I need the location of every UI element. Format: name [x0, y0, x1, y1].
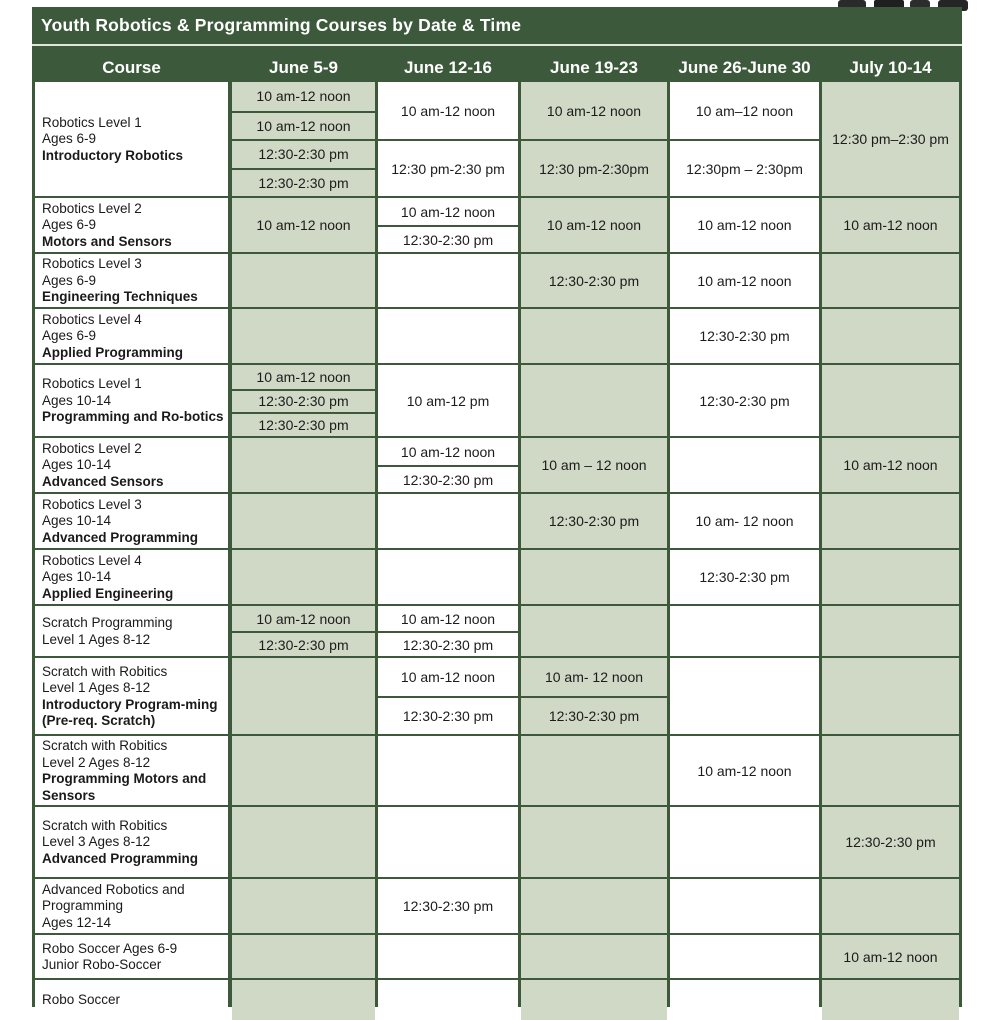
session-cell-june-26-30	[670, 550, 819, 604]
session-cell-june-26-30	[670, 879, 819, 933]
course-line: Level 1 Ages 8-12	[42, 631, 151, 647]
course-cell	[35, 550, 228, 604]
session-cell-june-5-9	[232, 807, 375, 877]
course-line: Level 3 Ages 8-12	[42, 834, 151, 850]
session-time: 12:30-2:30 pm	[378, 631, 518, 656]
course-line: Ages 6-9	[42, 217, 97, 233]
course-cell	[35, 879, 228, 933]
course-line: Level 1 Ages 8-12	[42, 680, 151, 695]
session-time: 12:30pm – 2:30pm	[670, 139, 819, 196]
column-header-june-12-16: June 12-16	[404, 57, 492, 77]
session-cell-june-5-9	[232, 935, 375, 978]
session-time: 10 am-12 noon	[843, 948, 938, 965]
session-cell-june-26-30	[670, 365, 819, 436]
course-cell	[35, 658, 228, 734]
session-cell-june-12-16	[378, 365, 518, 436]
course-line: Robotics Level 3	[42, 496, 142, 512]
session-cell-june-12-16	[378, 736, 518, 805]
course-line: Level 2 Ages 8-12	[42, 754, 151, 770]
session-cell-june-12-16	[378, 438, 518, 492]
course-line: Programming and Ro-botics	[42, 409, 224, 425]
course-cell	[35, 807, 228, 877]
column-header-june-19-23: June 19-23	[550, 57, 638, 77]
session-time: 10 am-12 noon	[400, 203, 496, 220]
session-time: 10 am-12 noon	[256, 88, 351, 105]
course-line: Robo Soccer Ages 6-9	[42, 940, 178, 956]
course-line: Ages 10-14	[42, 569, 112, 585]
session-cell-june-19-23	[521, 309, 667, 363]
session-cell-june-19-23	[521, 365, 667, 436]
session-cell-june-12-16	[378, 935, 518, 978]
session-cell-june-19-23	[521, 438, 667, 492]
session-time: 10 am–12 noon	[695, 102, 794, 119]
course-cell	[35, 198, 228, 252]
session-cell-june-12-16	[378, 198, 518, 252]
course-line: Robotics Level 4	[42, 311, 142, 327]
session-time: 10 am-12 noon	[697, 272, 792, 289]
session-time: 10 am-12 noon	[256, 368, 351, 385]
session-cell-june-26-30	[670, 309, 819, 363]
course-line: Ages 10-14	[42, 513, 112, 529]
session-time: 10 am-12 noon	[546, 102, 642, 119]
course-line: Introductory Robotics	[42, 147, 183, 163]
course-line: Engineering Techniques	[42, 289, 198, 305]
column-header-course: Course	[102, 57, 161, 77]
session-cell-june-19-23	[521, 736, 667, 805]
session-time: 10 am-12 noon	[400, 443, 496, 460]
session-cell-july-10-14	[822, 736, 959, 805]
session-time: 12:30-2:30 pm	[845, 834, 936, 850]
course-line: Applied Programming	[42, 344, 184, 360]
session-cell-june-19-23	[521, 606, 667, 656]
session-cell-june-12-16	[378, 807, 518, 877]
course-line: Scratch with Robitics	[42, 663, 168, 679]
session-cell-june-12-16	[378, 550, 518, 604]
session-cell-june-5-9	[232, 658, 375, 734]
session-cell-june-26-30	[670, 82, 819, 196]
session-cell-june-5-9	[232, 494, 375, 548]
table-title: Youth Robotics & Programming Courses by Date & Time	[41, 15, 522, 35]
session-cell-july-10-14	[822, 879, 959, 933]
session-time: 12:30-2:30 pm	[548, 272, 640, 289]
session-time: 12:30-2:30 pm	[232, 139, 375, 168]
course-cell	[35, 736, 228, 805]
course-line: Advanced Programming	[42, 529, 199, 545]
session-cell-june-5-9	[232, 365, 375, 436]
session-time: 12:30-2:30 pm	[378, 465, 518, 492]
session-cell-june-26-30	[670, 606, 819, 656]
session-time: 12:30-2:30 pm	[521, 696, 667, 734]
course-line: Ages 6-9	[42, 131, 97, 147]
course-line: Programming Motors and Sensors	[42, 771, 207, 803]
session-time: 12:30 pm-2:30pm	[521, 139, 667, 196]
session-time: 10 am-12 noon	[232, 111, 375, 140]
session-cell-june-19-23	[521, 879, 667, 933]
session-cell-june-12-16	[378, 606, 518, 656]
course-line: Ages 6-9	[42, 328, 97, 344]
session-cell-june-26-30	[670, 658, 819, 734]
session-time: 10 am-12 noon	[697, 762, 792, 779]
session-time: 10 am-12 noon	[546, 217, 642, 233]
session-cell-june-12-16	[378, 658, 518, 734]
session-cell-june-5-9	[232, 309, 375, 363]
course-cell	[35, 309, 228, 363]
session-time: 12:30-2:30 pm	[548, 513, 640, 529]
session-cell-june-12-16	[378, 82, 518, 196]
session-cell-july-10-14	[822, 82, 959, 196]
column-header-june-5-9: June 5-9	[269, 57, 338, 77]
session-cell-june-5-9	[232, 82, 375, 196]
session-time: 12:30-2:30 pm	[232, 389, 375, 413]
course-line: Scratch with Robitics	[42, 817, 168, 833]
session-cell-june-5-9	[232, 254, 375, 307]
session-time: 12:30-2:30 pm	[699, 392, 790, 409]
course-line: Robotics Level 1	[42, 376, 142, 392]
session-time: 10 am- 12 noon	[695, 513, 794, 529]
course-line: Junior Robo-Soccer	[42, 957, 162, 972]
session-time: 10 am-12 noon	[400, 102, 496, 119]
session-time: 12:30-2:30 pm	[232, 168, 375, 197]
session-cell-june-19-23	[521, 82, 667, 196]
session-time: 12:30-2:30 pm	[232, 631, 375, 656]
session-cell-june-19-23	[521, 254, 667, 307]
session-cell-june-19-23	[521, 935, 667, 978]
session-cell-july-10-14	[822, 935, 959, 978]
title-divider	[32, 44, 962, 46]
course-cell	[35, 365, 228, 436]
session-cell-july-10-14	[822, 365, 959, 436]
course-line: Ages 12-14	[42, 914, 112, 930]
course-line: Robo Soccer	[42, 992, 121, 1008]
course-cell	[35, 438, 228, 492]
session-time: 10 am-12 noon	[400, 610, 496, 627]
session-time: 10 am-12 pm	[406, 392, 490, 409]
session-cell-june-12-16	[378, 879, 518, 933]
course-cell	[35, 606, 228, 656]
session-time: 10 am-12 noon	[697, 217, 792, 233]
course-line: Ages 6-9	[42, 272, 97, 288]
session-cell-june-26-30	[670, 494, 819, 548]
session-cell-june-19-23	[521, 198, 667, 252]
course-line: Introductory Program-ming (Pre-req. Scratch)	[42, 696, 218, 728]
session-time: 10 am-12 noon	[400, 669, 496, 685]
session-time: 10 am-12 noon	[843, 457, 938, 473]
session-cell-june-19-23	[521, 807, 667, 877]
session-cell-june-12-16	[378, 980, 518, 1020]
session-cell-july-10-14	[822, 309, 959, 363]
session-cell-june-12-16	[378, 309, 518, 363]
session-cell-june-26-30	[670, 736, 819, 805]
session-time: 10 am – 12 noon	[541, 457, 647, 473]
course-line: Ages 10-14	[42, 392, 112, 408]
session-cell-july-10-14	[822, 550, 959, 604]
session-time: 12:30-2:30 pm	[699, 328, 790, 344]
session-cell-june-5-9	[232, 198, 375, 252]
course-line: Robotics Level 2	[42, 200, 142, 216]
session-cell-june-26-30	[670, 254, 819, 307]
session-cell-june-19-23	[521, 980, 667, 1020]
course-line: Scratch with Robitics	[42, 738, 168, 753]
session-cell-july-10-14	[822, 807, 959, 877]
session-cell-june-12-16	[378, 254, 518, 307]
course-line: Programming	[42, 898, 124, 914]
schedule-table	[32, 7, 962, 1007]
course-line: Robotics Level 1	[42, 114, 142, 130]
session-cell-june-19-23	[521, 494, 667, 548]
session-cell-june-5-9	[232, 879, 375, 933]
course-line: Advanced Robotics and	[42, 881, 185, 897]
column-header-june-26-30: June 26-June 30	[678, 57, 811, 77]
session-cell-june-5-9	[232, 606, 375, 656]
course-line: Applied Engineering	[42, 585, 174, 601]
session-cell-june-5-9	[232, 438, 375, 492]
session-cell-july-10-14	[822, 980, 959, 1020]
session-time: 12:30-2:30 pm	[699, 569, 790, 585]
session-time: 10 am-12 noon	[843, 217, 938, 233]
session-cell-june-12-16	[378, 494, 518, 548]
session-time: 12:30-2:30 pm	[378, 225, 518, 252]
session-cell-july-10-14	[822, 254, 959, 307]
column-header-july-10-14: July 10-14	[849, 57, 932, 77]
course-cell	[35, 980, 228, 1020]
session-time: 12:30-2:30 pm	[402, 898, 494, 914]
session-cell-july-10-14	[822, 606, 959, 656]
course-line: Scratch Programming	[42, 615, 173, 630]
session-time: 12:30 pm-2:30 pm	[378, 139, 518, 196]
course-line: Advanced Sensors	[42, 473, 164, 489]
session-cell-june-5-9	[232, 736, 375, 805]
course-line: Robotics Level 3	[42, 256, 142, 272]
session-cell-july-10-14	[822, 198, 959, 252]
session-cell-july-10-14	[822, 494, 959, 548]
session-cell-july-10-14	[822, 658, 959, 734]
session-cell-june-26-30	[670, 935, 819, 978]
session-cell-june-5-9	[232, 980, 375, 1020]
course-cell	[35, 82, 228, 196]
session-cell-june-26-30	[670, 980, 819, 1020]
session-time: 12:30-2:30 pm	[378, 696, 518, 734]
course-cell	[35, 254, 228, 307]
session-cell-june-26-30	[670, 807, 819, 877]
session-time: 10 am- 12 noon	[544, 669, 644, 685]
session-cell-june-19-23	[521, 550, 667, 604]
session-time: 12:30-2:30 pm	[232, 412, 375, 436]
session-time: 10 am-12 noon	[256, 217, 351, 233]
session-cell-june-5-9	[232, 550, 375, 604]
course-line: Ages 10-14	[42, 457, 112, 473]
session-time: 10 am-12 noon	[256, 610, 351, 627]
session-time: 12:30 pm–2:30 pm	[832, 131, 949, 147]
session-cell-june-19-23	[521, 658, 667, 734]
course-line: Advanced Programming	[42, 850, 199, 866]
course-line: Robotics Level 4	[42, 552, 142, 568]
session-cell-june-26-30	[670, 198, 819, 252]
course-cell	[35, 935, 228, 978]
course-line: Motors and Sensors	[42, 233, 172, 249]
session-cell-july-10-14	[822, 438, 959, 492]
course-cell	[35, 494, 228, 548]
course-line: Robotics Level 2	[42, 440, 142, 456]
session-cell-june-26-30	[670, 438, 819, 492]
